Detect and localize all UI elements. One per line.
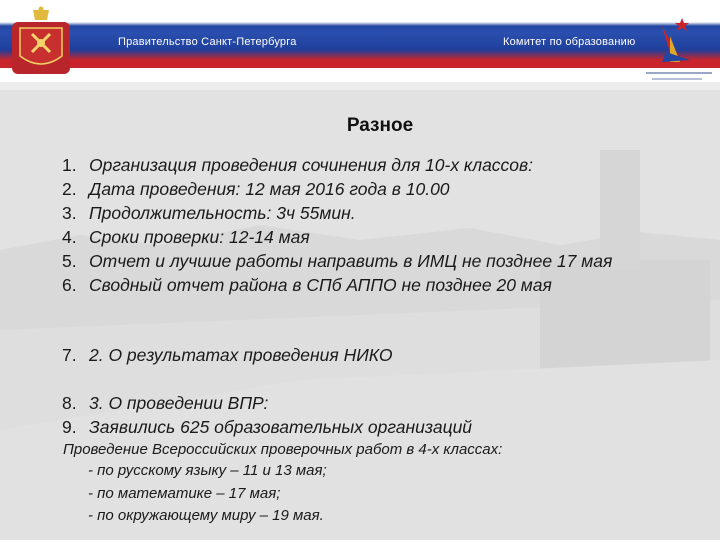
list-item (62, 415, 472, 439)
list-item-text: Дата проведения: 12 мая 2016 года в 10.00 (89, 179, 450, 199)
list-item-number: 1. (62, 155, 77, 175)
page-title: Разное (346, 115, 414, 136)
list-item (62, 201, 702, 225)
list-item (62, 391, 268, 415)
subheading: Проведение Всероссийских проверочных работ в 4-х классах: (63, 441, 503, 458)
list-item-text: Сводный отчет района в СПб АППО не позднее 20 мая (89, 275, 552, 295)
list-item-text: Продолжительность: 3ч 55мин. (89, 203, 356, 223)
header-left-label: Правительство Санкт-Петербурга (118, 36, 297, 48)
schedule-line: - по математике – 17 мая; (88, 485, 281, 502)
list-item-number: 8. (62, 393, 77, 413)
schedule-line: - по окружающему миру – 19 мая. (88, 507, 324, 524)
list-item (62, 273, 702, 297)
list-item-text: Организация проведения сочинения для 10-х классов: (89, 155, 534, 175)
list-item (62, 343, 392, 367)
list-item-number: 7. (62, 345, 77, 365)
numbered-list (62, 153, 702, 297)
list-item-text: 3. О проведении ВПР: (89, 393, 269, 413)
list-item-number: 3. (62, 203, 77, 223)
list-item-text: 2. О результатах проведения НИКО (89, 345, 393, 365)
list-item-number: 5. (62, 251, 77, 271)
list-item (62, 249, 662, 273)
list-item (62, 153, 702, 177)
list-item-number: 4. (62, 227, 77, 247)
list-item-number: 9. (62, 417, 77, 437)
list-item-number: 2. (62, 179, 77, 199)
header-right-label: Комитет по образованию (503, 36, 636, 48)
list-item-text: Отчет и лучшие работы направить в ИМЦ не позднее 17 мая (89, 251, 613, 271)
list-item-text: Сроки проверки: 12-14 мая (89, 227, 310, 247)
schedule-line: - по русскому языку – 11 и 13 мая; (88, 462, 327, 479)
list-item (62, 177, 702, 201)
list-item-text: Заявились 625 образовательных организаций (89, 417, 473, 437)
list-item (62, 225, 702, 249)
list-item-number: 6. (62, 275, 77, 295)
